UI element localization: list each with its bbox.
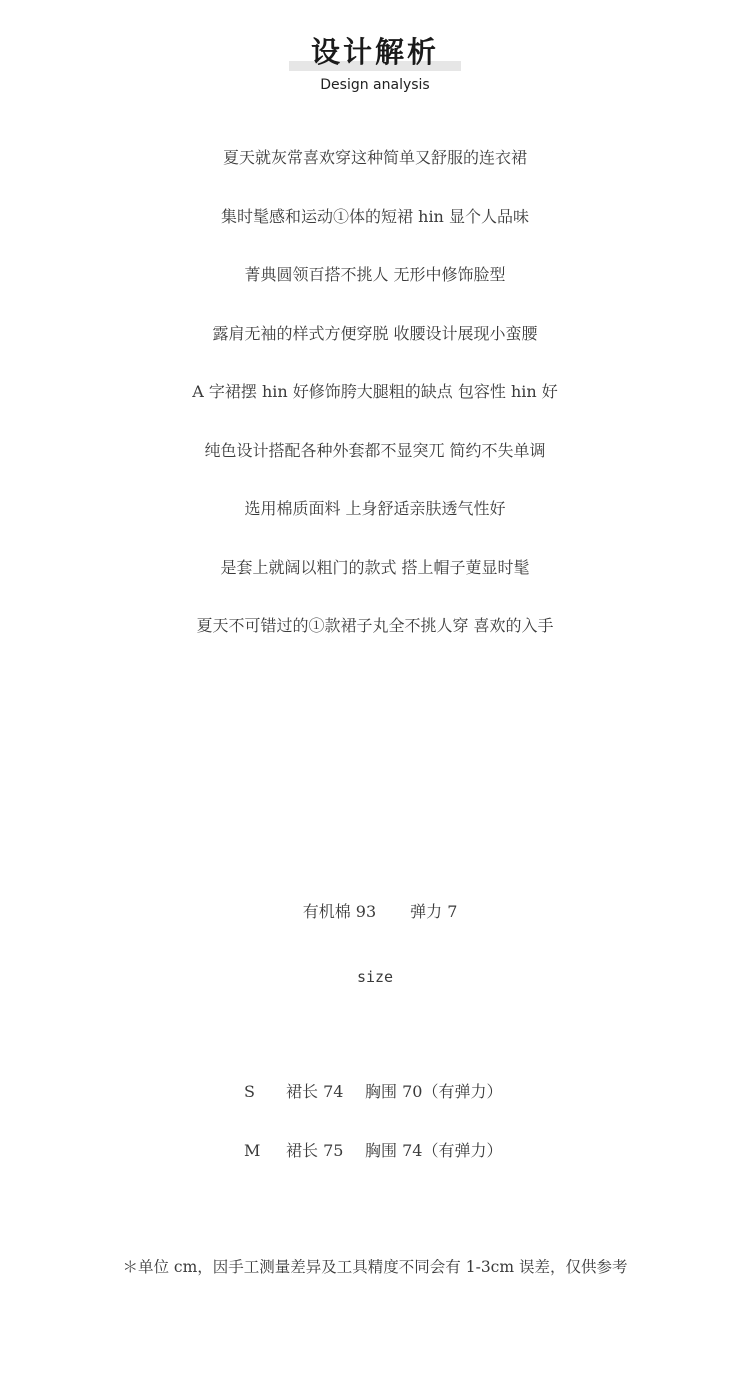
design-line: 夏天就灰常喜欢穿这种简单又舒服的连衣裙 (222, 148, 527, 167)
size-code: M (244, 1141, 261, 1160)
material-cotton: 有机棉 93 (302, 902, 377, 921)
material-composition (0, 876, 750, 924)
design-line: 是套上就阔以粗门的款式 搭上帽子莄显时髦 (220, 557, 530, 577)
section-header (0, 30, 750, 94)
size-bust: 胸围 74（有弹力） (365, 1141, 503, 1160)
size-row-m (0, 1139, 750, 1163)
size-length: 裙长 75 (286, 1141, 344, 1160)
size-length: 裙长 74 (286, 1082, 344, 1101)
design-line: 纯色设计搭配各种外套都不显突兀 简约不失单调 (204, 440, 546, 460)
design-description-list (0, 146, 750, 673)
size-heading: size (356, 968, 394, 986)
size-row-s (0, 1080, 750, 1104)
design-line: 菁典圆领百搭不挑人 无形中修饰脸型 (244, 265, 506, 284)
measurement-note: ＊单位 cm，因手工测量差异及工具精度不同会有 1-3cm 误差，仅供参考 (122, 1258, 628, 1276)
design-line: 选用棉质面料 上身舒适亲肤透气性好 (244, 499, 506, 518)
title-block (289, 30, 461, 74)
section-title: 设计解析 (310, 35, 439, 69)
design-line: 夏天不可错过的①款裙子丸全不挑人穿 喜欢的入手 (196, 616, 554, 635)
design-line: 集时髦感和运动①体的短裙 hin 显个人品味 (221, 206, 529, 226)
material-elastic: 弹力 7 (410, 902, 458, 921)
section-subtitle: Design analysis (320, 77, 430, 93)
size-bust: 胸围 70（有弹力） (365, 1082, 503, 1101)
size-code: S (244, 1082, 255, 1101)
design-line: 露肩无袖的样式方便穿脱 收腰设计展现小蛮腰 (212, 323, 538, 343)
design-line: A 字裙摆 hin 好修饰胯大腿粗的缺点 包容性 hin 好 (192, 382, 558, 401)
